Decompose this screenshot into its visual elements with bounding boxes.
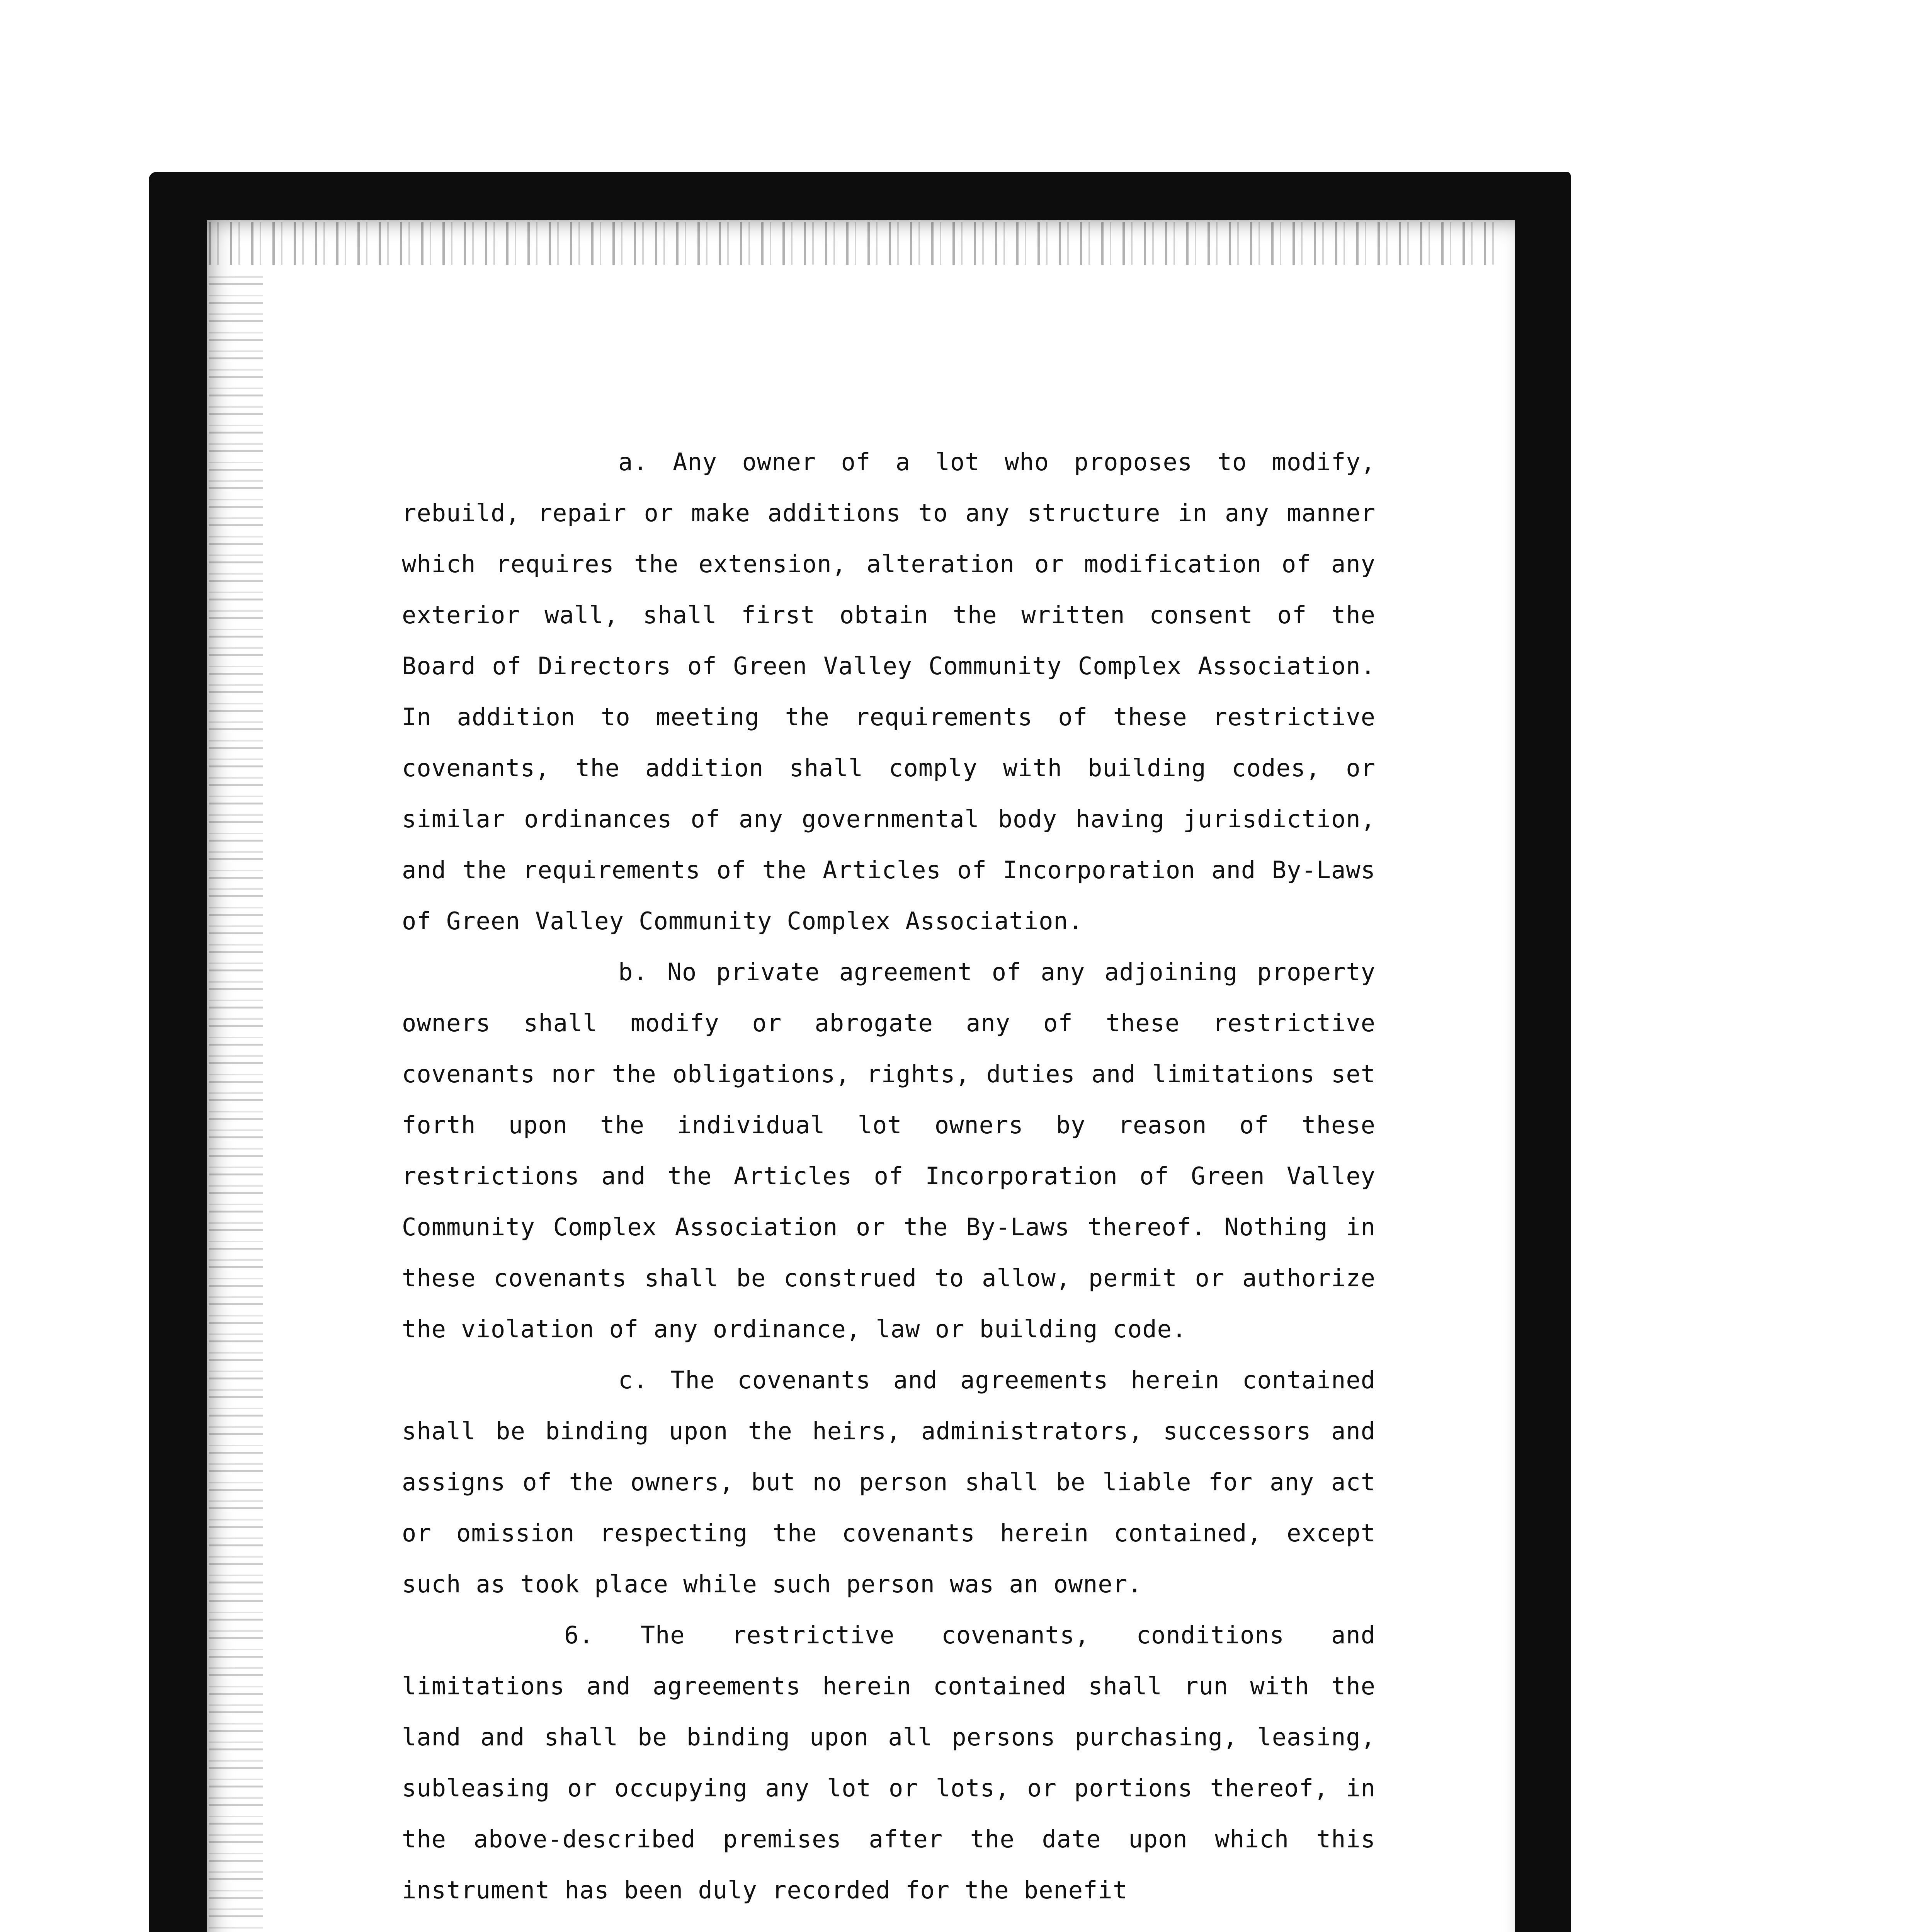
paragraph-c: c. The covenants and agreements herein contained shall be binding upon the heirs, administrators, successors and assigns of the owners, but no person shall be liable for any act or omission respecting the covenants herein contained, except such as took place while such person was an owner.: [402, 1366, 1376, 1598]
paragraph-b: b. No private agreement of any adjoining property owners shall modify or abrogate any of these restrictive covenants nor the obligations, rights, duties and limitations set forth upon the individual lot owners by reason of these restrictions and the Articles of Incorporation of Green Valley Community Complex Association or the By-Laws thereof. Nothing in these covenants shall be construed to allow, permit or authorize the violation of any ordinance, law or building code.: [402, 958, 1376, 1343]
scan-noise-top: [209, 222, 1503, 265]
paragraph-6: 6. The restrictive covenants, conditions and limitations and agreements herein contained shall run with the land and shall be binding upon all persons purchasing, leasing, subleasing or occupying any lot or lots, or portions thereof, in the above-described premises after the date upon which this instrument has been duly recorded for the benefit: [402, 1621, 1376, 1904]
document-body: [402, 437, 1376, 1916]
scan-noise-left: [209, 267, 263, 1932]
paragraph-a: a. Any owner of a lot who proposes to modify, rebuild, repair or make additions to any structure in any manner which requires the extension, alteration or modification of any exterior wall, shall first obtain the written consent of the Board of Directors of Green Valley Community Complex Association. In addition to meeting the requirements of these restrictive covenants, the addition shall comply with building codes, or similar ordinances of any governmental body having jurisdiction, and the requirements of the Articles of Incorporation and By-Laws of Green Valley Community Complex Association.: [402, 448, 1376, 935]
